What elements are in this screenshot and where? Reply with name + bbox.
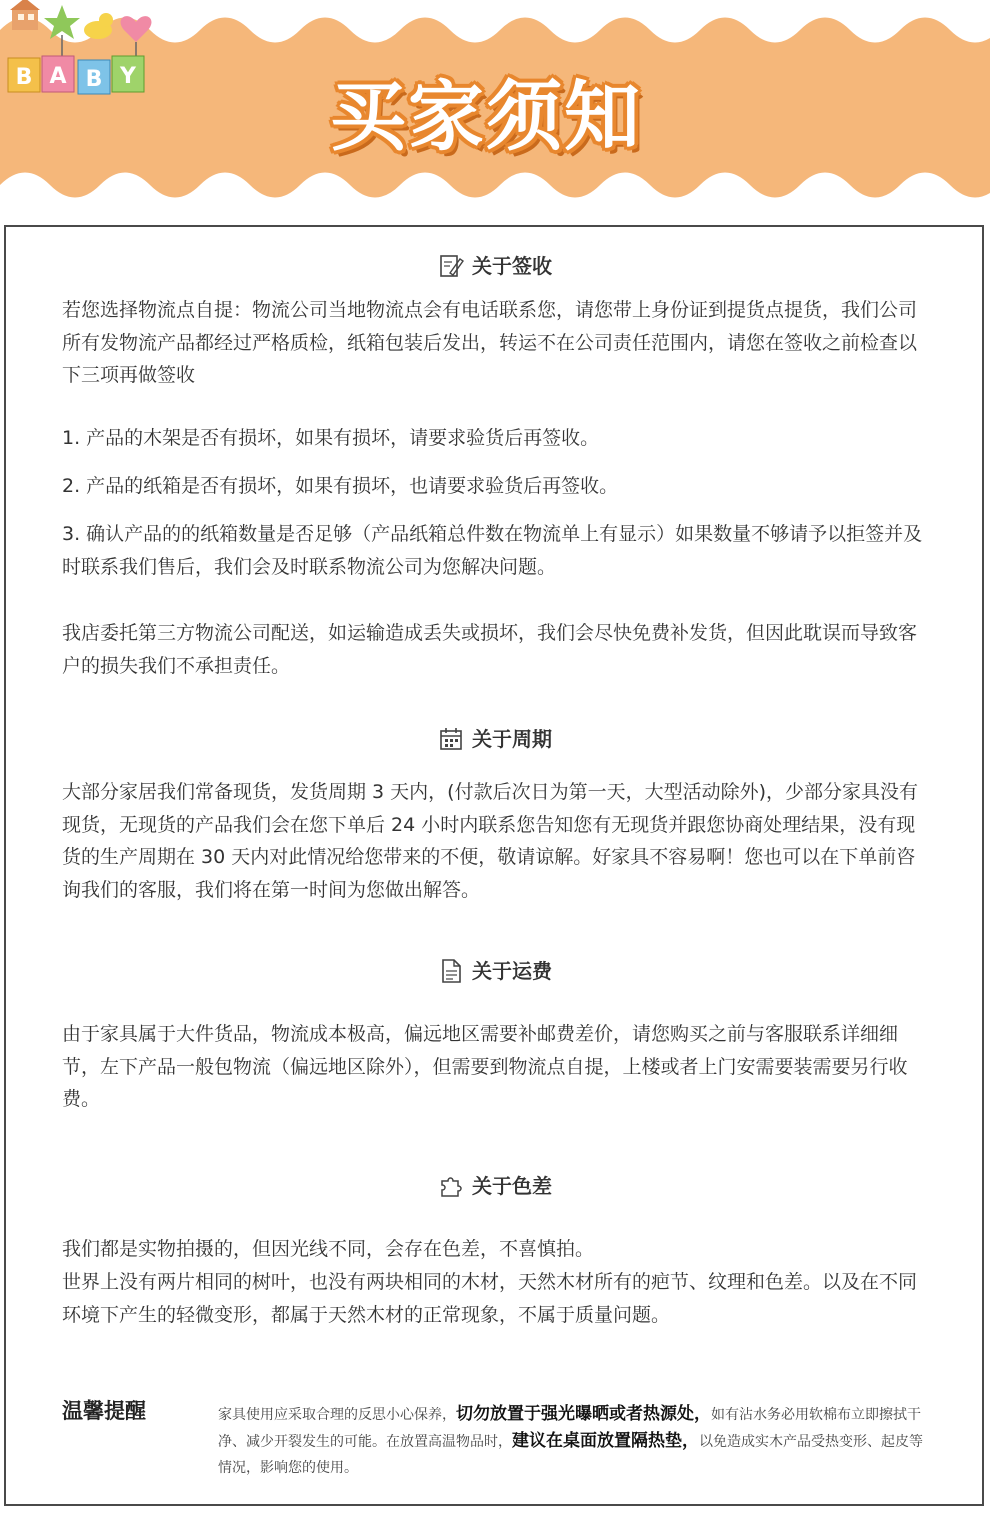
section-title-text: 关于运费 bbox=[472, 959, 552, 983]
tip-part-4-emphasis: 建议在桌面放置隔热垫， bbox=[512, 1431, 699, 1451]
paragraph-shipping: 由于家具属于大件货品，物流成本极高，偏远地区需要补邮费差价，请您购买之前与客服联系详细细节，左下产品一般包物流（偏远地区除外），但需要到物流点自提，上楼或者上门安需要装需要另行收费。 bbox=[62, 1023, 908, 1110]
paragraph-sign-liability: 我店委托第三方物流公司配送，如运输造成丢失或损坏，我们会尽快免费补发货，但因此耽误而导致客户的损失我们不承担责任。 bbox=[62, 622, 918, 677]
section-title-text: 关于签收 bbox=[472, 254, 552, 278]
tip-text bbox=[218, 1401, 930, 1481]
logo-letter-b2: B bbox=[85, 67, 103, 92]
pen-paper-icon bbox=[438, 253, 464, 279]
logo-letter-y: Y bbox=[120, 64, 136, 89]
paragraph-sign-item-2: 2. 产品的纸箱是否有损坏，如果有损坏，也请要求验货后再签收。 bbox=[62, 475, 619, 497]
header-banner bbox=[0, 0, 990, 215]
section-title-text: 关于色差 bbox=[472, 1174, 552, 1198]
section-title-sign bbox=[0, 251, 990, 281]
page-title: 买家须知 bbox=[330, 72, 642, 161]
section-title-text: 关于周期 bbox=[472, 727, 552, 751]
tip-part-3: 如有沾水务必用软棉布立即擦拭干净、减少开裂发生的可能。在放置高温物品时， bbox=[218, 1407, 921, 1450]
paragraph-color-1: 我们都是实物拍摄的，但因光线不同，会存在色差，不喜慎拍。 bbox=[62, 1238, 595, 1260]
paragraph-sign-intro: 若您选择物流点自提：物流公司当地物流点会有电话联系您，请您带上身份证到提货点提货，我们公司所有发物流产品都经过严格质检，纸箱包装后发出，转运不在公司责任范围内，请您在签收之前检查以下三项再做签收 bbox=[62, 299, 918, 386]
paragraph-sign-item-3: 3. 确认产品的的纸箱数量是否足够（产品纸箱总件数在物流单上有显示）如果数量不够请予以拒签并及时联系我们售后，我们会及时联系物流公司为您解决问题。 bbox=[62, 523, 923, 578]
paragraph-cycle: 大部分家居我们常备现货，发货周期 3 天内，(付款后次日为第一天，大型活动除外)，少部分家具没有现货，无现货的产品我们会在您下单后 24 小时内联系您告知您有无现货并跟您协商处理结果，没有现货的生产周期在 30 天内对此情况给您带来的不便，敬请谅解。好家具不容易啊！您也可以在下单前咨询我们的客服，我们将在第一时间为您做出解答。 bbox=[62, 781, 918, 901]
baby-blocks-logo bbox=[0, 0, 160, 100]
paragraph-sign-item-1: 1. 产品的木架是否有损坏，如果有损坏，请要求验货后再签收。 bbox=[62, 427, 600, 449]
paragraph-color-2: 世界上没有两片相同的树叶，也没有两块相同的木材，天然木材所有的疤节、纹理和色差。以及在不同环境下产生的轻微变形，都属于天然木材的正常现象，不属于质量问题。 bbox=[62, 1271, 918, 1326]
document-icon bbox=[438, 958, 464, 984]
logo-letter-a: A bbox=[49, 64, 67, 89]
section-title-color bbox=[0, 1171, 990, 1201]
puzzle-icon bbox=[438, 1173, 464, 1199]
tip-part-1: 家具使用应采取合理的反思小心保养， bbox=[218, 1407, 456, 1423]
tip-label: 温馨提醒 bbox=[62, 1399, 146, 1423]
calendar-icon bbox=[438, 726, 464, 752]
logo-letter-b1: B bbox=[15, 65, 33, 90]
tip-part-2-emphasis: 切勿放置于强光曝晒或者热源处， bbox=[456, 1404, 711, 1424]
tip-part-5: 以免造成实木产品受热变形、起皮等情况，影响您的使用。 bbox=[218, 1434, 923, 1476]
section-title-cycle bbox=[0, 724, 990, 754]
section-title-shipping bbox=[0, 956, 990, 986]
